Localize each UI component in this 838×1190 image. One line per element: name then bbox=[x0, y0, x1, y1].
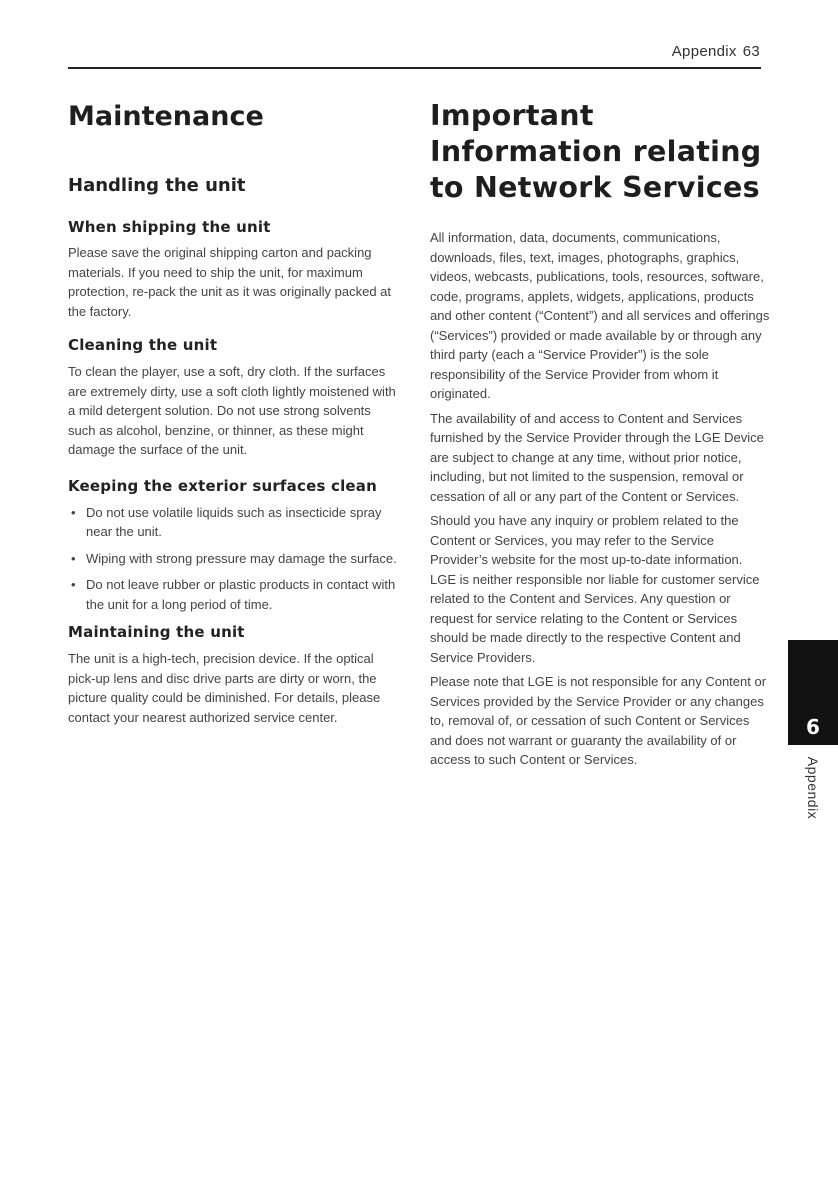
disclaimer-paragraph: Please note that LGE is not responsible for any Content or Services provided by the Service Provider or any changes to, removal of, or cessation of such Content or Services and does not warrant or guaranty the availability of or access to such Content or Services. bbox=[430, 674, 767, 767]
cleaning-text: To clean the player, use a soft, dry cloth. If the surfaces are extremely dirty, use a soft cloth lightly moistened with a mild detergent solution. Do not use strong solvents such as alcohol, benzine, or thinner, as these might damage the surface of the unit. bbox=[68, 364, 396, 457]
page-number: 63 bbox=[742, 43, 760, 60]
cleaning-heading: Cleaning the unit bbox=[68, 336, 218, 354]
list-item: • Wiping with strong pressure may damage the surface. bbox=[68, 549, 398, 569]
page-header bbox=[672, 43, 760, 60]
chapter-number: 6 bbox=[788, 640, 838, 745]
chapter-tab bbox=[788, 640, 838, 830]
network-services-title: Important Information relating to Network Services bbox=[430, 99, 762, 204]
left-column bbox=[68, 98, 398, 727]
right-column bbox=[430, 98, 770, 770]
exterior-heading: Keeping the exterior surfaces clean bbox=[68, 476, 377, 495]
inquiry-paragraph: Should you have any inquiry or problem related to the Content or Services, you may refer to the Service Provider’s website for the most up-to-date information. LGE is neither responsible nor liable for customer service related to the Content and Services. Any question or request for service relating to the Content or Services should be made directly to the respective Content and Service Providers. bbox=[430, 513, 760, 665]
handling-subtitle: Handling the unit bbox=[68, 175, 246, 196]
content-paragraph: All information, data, documents, communications, downloads, files, text, images, photographs, graphics, videos, webcasts, publications, tools, resources, software, code, programs, applets, widgets, applications, products and other content (“Content”) and all services and offerings (“Services”) provided or made available by or through any third party (each a “Service Provider”) is the sole responsibility of the Service Provider from whom it originated. bbox=[430, 230, 770, 401]
shipping-text: Please save the original shipping carton and packing materials. If you need to ship the unit, for maximum protection, re-pack the unit as it was originally packed at the factory. bbox=[68, 245, 392, 319]
maintaining-text: The unit is a high-tech, precision device. If the optical pick-up lens and disc drive parts are dirty or worn, the picture quality could be diminished. For details, please contact your nearest authorized service center. bbox=[68, 651, 381, 725]
shipping-heading: When shipping the unit bbox=[68, 218, 271, 236]
chapter-label: Appendix bbox=[805, 756, 821, 820]
exterior-list bbox=[68, 503, 398, 615]
maintenance-title: Maintenance bbox=[68, 101, 264, 132]
list-item: • Do not use volatile liquids such as insecticide spray near the unit. bbox=[68, 503, 398, 542]
chapter-label-box bbox=[788, 745, 838, 830]
availability-paragraph: The availability of and access to Content and Services furnished by the Service Provider through the LGE Device are subject to change at any time, without prior notice, including, but not limited to the suspension, removal or cessation of all or any part of the Content or Services. bbox=[430, 410, 764, 504]
list-item: • Do not leave rubber or plastic products in contact with the unit for a long period of time. bbox=[68, 575, 398, 614]
header-rule bbox=[68, 67, 761, 69]
maintaining-heading: Maintaining the unit bbox=[68, 623, 245, 641]
header-section: Appendix bbox=[671, 43, 737, 60]
